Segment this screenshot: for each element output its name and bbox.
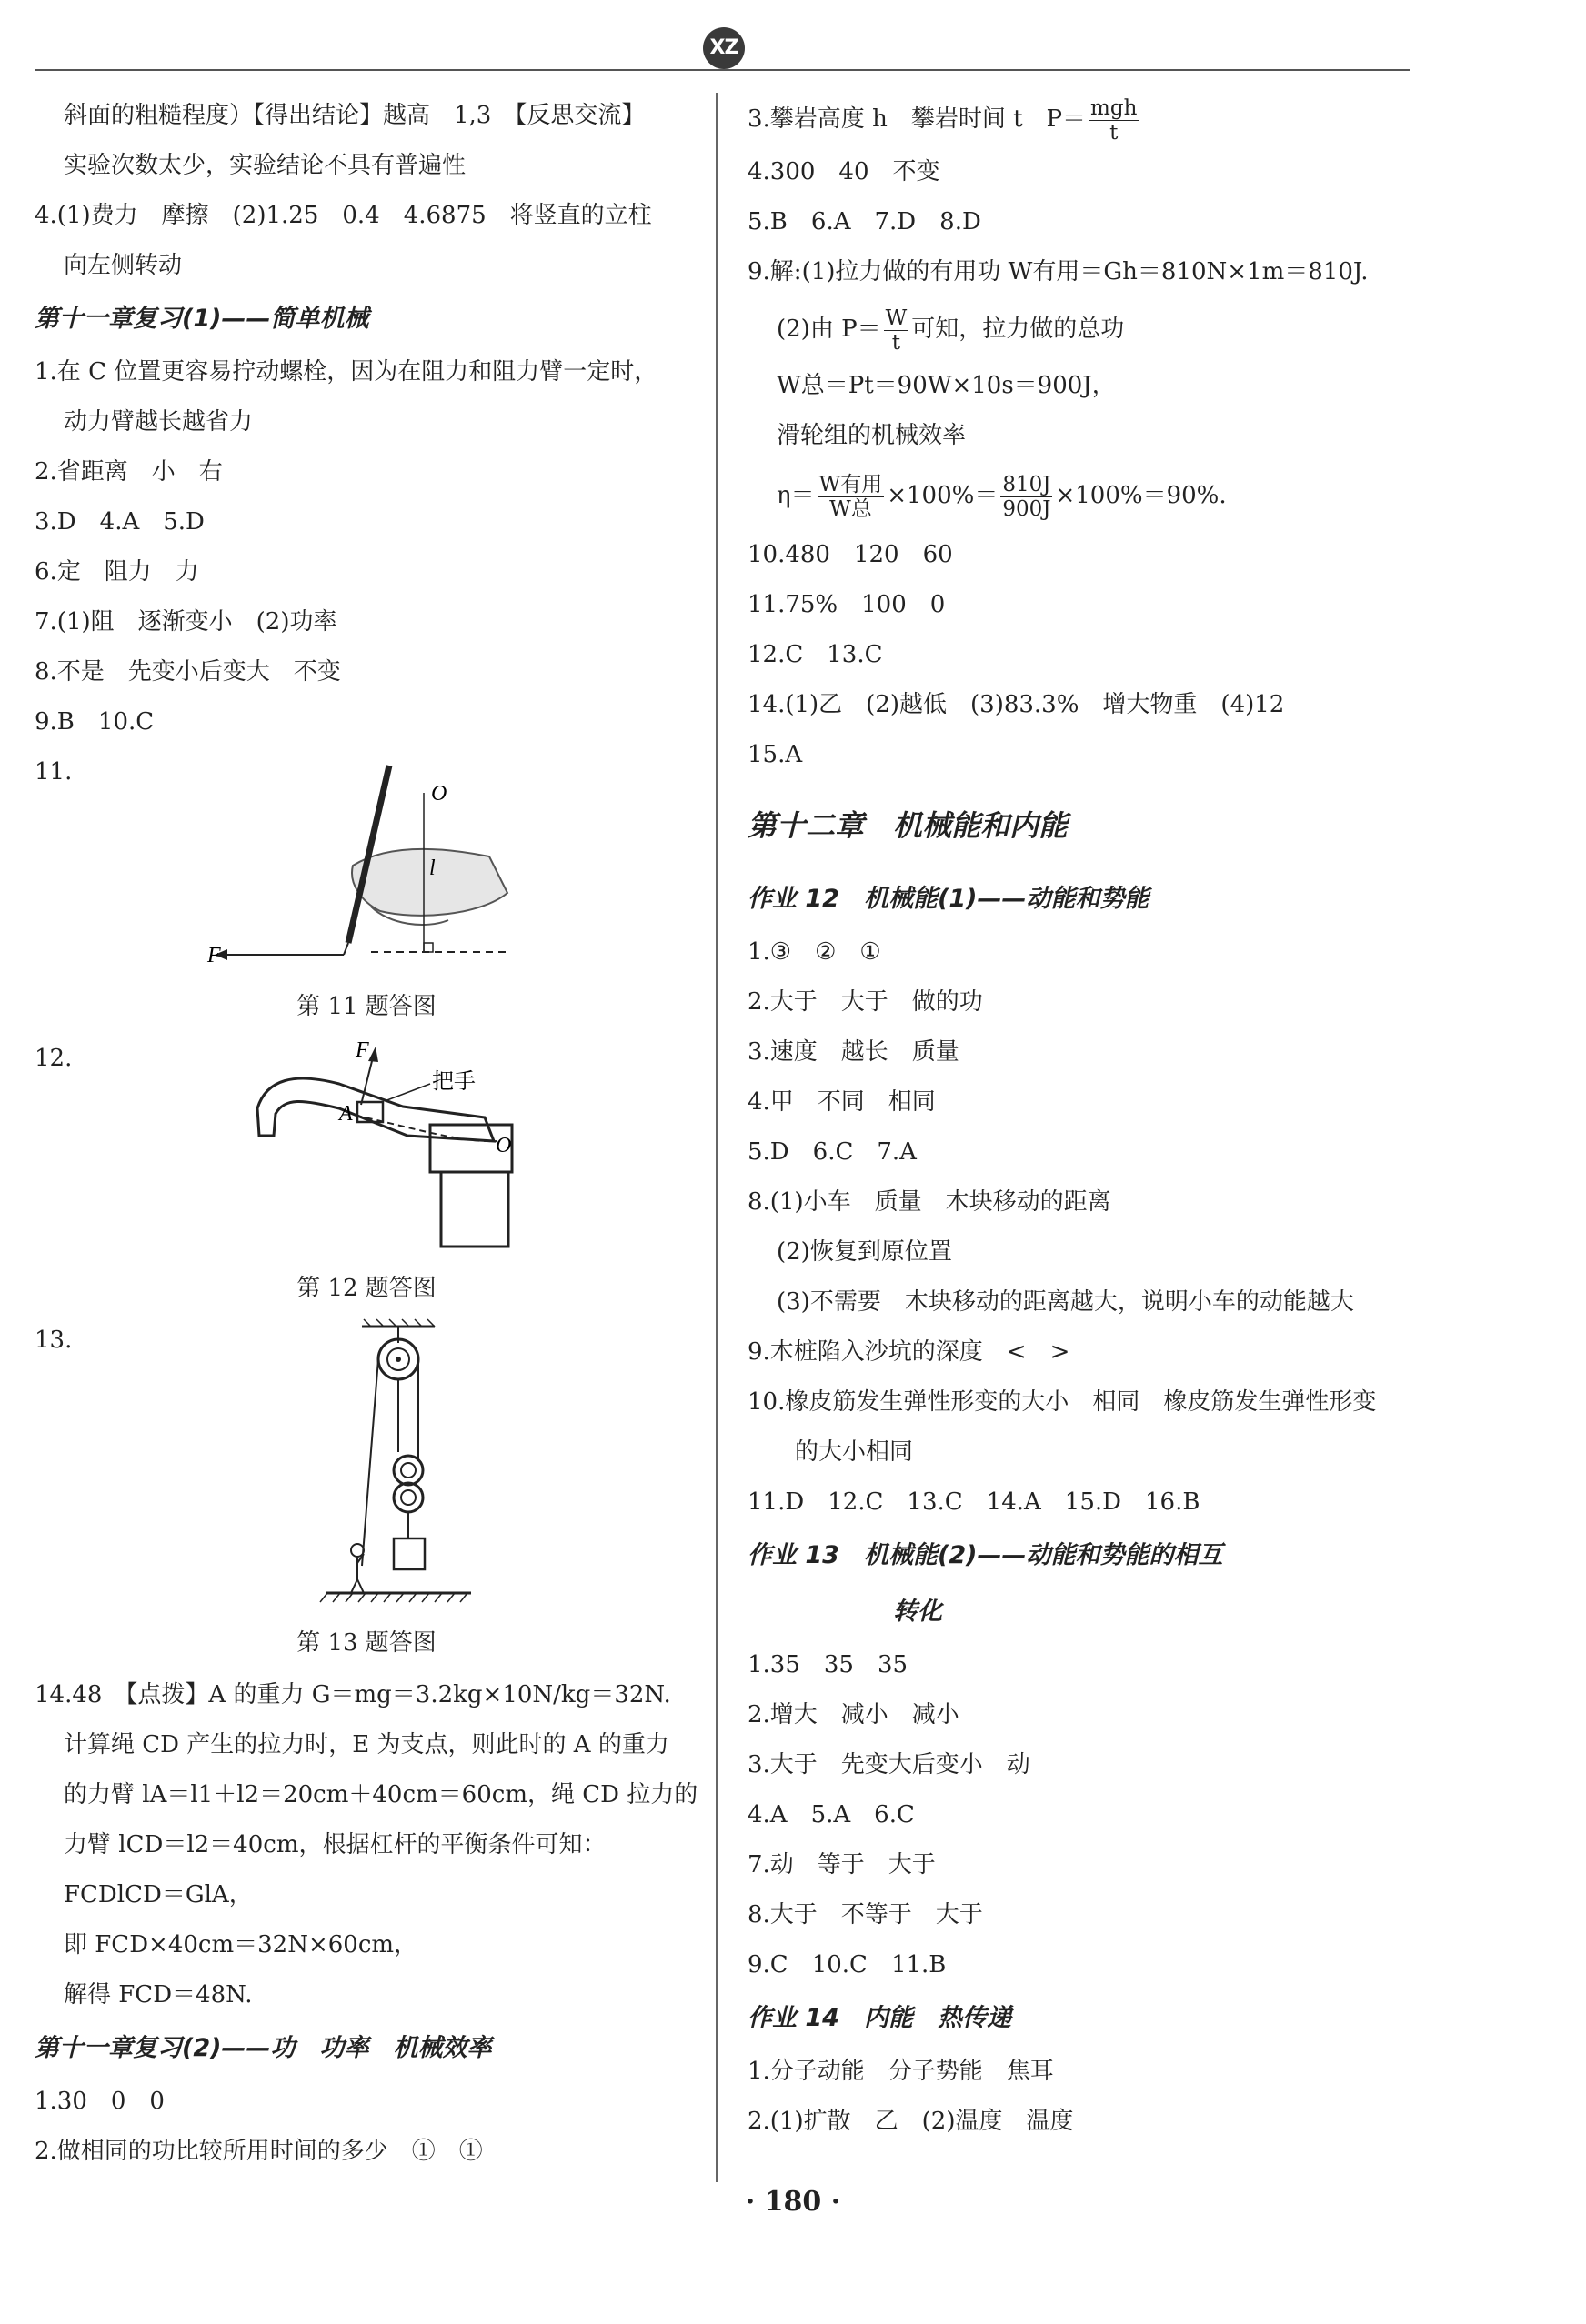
answer-6: 6.定 阻力 力: [35, 558, 199, 586]
right-column: [748, 91, 1420, 2147]
text-line: 滑轮组的机械效率: [777, 422, 967, 449]
text-line: 实验次数太少，实验结论不具有普遍性: [64, 152, 467, 179]
answer-3-5: 3.D 4.A 5.D: [35, 508, 205, 536]
text-line: 即 FCD×40cm＝32N×60cm，: [64, 1931, 418, 1958]
answer-11: 11.75% 100 0: [748, 591, 946, 618]
answer-9: 9.解:(1)拉力做的有用功 W有用＝Gh＝810N×1m＝810J.: [748, 258, 1369, 285]
header-rule: [35, 69, 1410, 71]
text-line: 的力臂 lA＝l1＋l2＝20cm＋40cm＝60cm，绳 CD 拉力的: [64, 1781, 698, 1808]
answer-2: 2.(1)扩散 乙 (2)温度 温度: [748, 2108, 1074, 2135]
figure-caption: 第 11 题答图: [296, 993, 437, 1020]
figure-caption: 第 12 题答图: [296, 1275, 437, 1302]
text-line: 解得 FCD＝48N.: [64, 1981, 253, 2008]
pulley-diagram: [289, 1316, 507, 1611]
answer-10: 10.480 120 60: [748, 541, 953, 568]
fraction: $\frac{\text{W有用}}{\text{W总}}$: [818, 472, 883, 521]
efficiency-formula: η＝ $\frac{\text{W有用}}{\text{W总}}$ ×100%＝ $\frac{810J}{900J}$ ×100%＝90%.: [777, 472, 1227, 521]
answer-8: 8.(1)小车 质量 木块移动的距离: [748, 1188, 1111, 1216]
text-line: 动力臂越长越省力: [64, 408, 254, 436]
chapter-heading-12: 第十二章 机械能和内能: [748, 808, 1069, 843]
answer-9-11: 9.C 10.C 11.B: [748, 1951, 947, 1978]
figure-number: 13.: [35, 1327, 73, 1354]
answer-9-10: 9.B 10.C: [35, 708, 155, 736]
answer-14: 14.(1)乙 (2)越低 (3)83.3% 增大物重 (4)12: [748, 691, 1285, 718]
figure-11: [35, 747, 698, 979]
answer-11-16: 11.D 12.C 13.C 14.A 15.D 16.B: [748, 1488, 1200, 1516]
figure-number: 11.: [35, 758, 73, 786]
answer-1: 1.分子动能 分子势能 焦耳: [748, 2058, 1054, 2085]
text-line: FCDlCD＝GlA，: [64, 1881, 253, 1908]
section-heading-hw13: 作业 13 机械能(2)——动能和势能的相互: [748, 1541, 1223, 1569]
answer-4: 4.(1)费力 摩擦 (2)1.25 0.4 4.6875 将竖直的立柱: [35, 202, 652, 229]
answer-3: 3.速度 越长 质量: [748, 1038, 959, 1066]
section-heading-review-2: 第十一章复习(2)——功 功率 机械效率: [35, 2034, 492, 2062]
answer-2: 2.大于 大于 做的功: [748, 988, 983, 1016]
answer-3: 3.大于 先变大后变小 动: [748, 1751, 1030, 1778]
answer-14: 14.48 【点拨】A 的重力 G＝mg＝3.2kg×10N/kg＝32N.: [35, 1681, 671, 1708]
fraction: $\frac{W}{t}$: [885, 306, 908, 355]
answer-5-8: 5.B 6.A 7.D 8.D: [748, 208, 981, 235]
faucet-diagram: [248, 1034, 576, 1261]
text-line: 力臂 lCD＝l2＝40cm，根据杠杆的平衡条件可知：: [64, 1831, 607, 1858]
answer-5-7: 5.D 6.C 7.A: [748, 1138, 917, 1166]
figure-12: [35, 1034, 698, 1261]
label-l: l: [429, 856, 436, 880]
label-o: O: [431, 782, 447, 806]
section-heading-hw13-cont: 转化: [893, 1598, 942, 1626]
answer-1: 1.30 0 0: [35, 2088, 165, 2115]
answer-2: 2.增大 减小 减小: [748, 1701, 959, 1728]
fraction: $\frac{\text{mgh}}{t}$: [1090, 95, 1138, 145]
text-line: (2)由 P＝ $\frac{W}{t}$ 可知，拉力做的总功: [777, 306, 1125, 355]
answer-7: 7.(1)阻 逐渐变小 (2)功率: [35, 608, 337, 636]
text-line: 向左侧转动: [64, 252, 183, 279]
text-line: (2)恢复到原位置: [777, 1238, 952, 1266]
text-line: 斜面的粗糙程度）【得出结论】越高 1,3 【反思交流】: [64, 102, 646, 129]
section-heading-hw14: 作业 14 内能 热传递: [748, 2004, 1011, 2032]
label-handle: 把手: [432, 1068, 476, 1094]
answer-4-6: 4.A 5.A 6.C: [748, 1801, 915, 1828]
answer-1: 1.在 C 位置更容易拧动螺栓，因为在阻力和阻力臂一定时，: [35, 358, 658, 386]
label-f: F: [207, 944, 221, 967]
answer-2: 2.省距离 小 右: [35, 458, 223, 486]
page-number: · 180 ·: [745, 2186, 841, 2218]
text-line: 的大小相同: [795, 1438, 914, 1466]
answer-1: 1.35 35 35: [748, 1651, 908, 1678]
answer-12-13: 12.C 13.C: [748, 641, 883, 668]
label-o: O: [496, 1134, 512, 1157]
section-heading-review-1: 第十一章复习(1)——简单机械: [35, 305, 369, 333]
answer-3: 3.攀岩高度 h 攀岩时间 t P＝ $\frac{\text{mgh}}{t}$: [748, 95, 1138, 145]
figure-13: [35, 1316, 698, 1616]
answer-4: 4.300 40 不变: [748, 158, 940, 185]
answer-1: 1.③ ② ①: [748, 938, 881, 966]
answer-8: 8.大于 不等于 大于: [748, 1901, 983, 1928]
answer-9: 9.木桩陷入沙坑的深度 < >: [748, 1338, 1070, 1366]
label-a: A: [339, 1102, 353, 1126]
answer-10: 10.橡皮筋发生弹性形变的大小 相同 橡皮筋发生弹性形变: [748, 1388, 1377, 1416]
answer-7: 7.动 等于 大于: [748, 1851, 936, 1878]
answer-2: 2.做相同的功比较所用时间的多少 ① ①: [35, 2138, 483, 2165]
answer-4: 4.甲 不同 相同: [748, 1088, 936, 1116]
figure-number: 12.: [35, 1045, 73, 1072]
left-column: [35, 91, 698, 2177]
section-heading-hw12: 作业 12 机械能(1)——动能和势能: [748, 885, 1149, 913]
text-line: (3)不需要 木块移动的距离越大，说明小车的动能越大: [777, 1288, 1354, 1316]
column-divider: [716, 93, 718, 2182]
text-line: W总＝Pt＝90W×10s＝900J，: [777, 372, 1116, 399]
answer-15: 15.A: [748, 741, 803, 768]
label-f: F: [356, 1038, 369, 1062]
text-line: 计算绳 CD 产生的拉力时，E 为支点，则此时的 A 的重力: [64, 1731, 669, 1758]
figure-caption: 第 13 题答图: [296, 1629, 437, 1657]
publisher-logo: XZ: [703, 27, 745, 69]
answer-8: 8.不是 先变小后变大 不变: [35, 658, 341, 686]
fraction: $\frac{810J}{900J}$: [1002, 472, 1051, 521]
pen-hand-diagram: [207, 756, 544, 975]
